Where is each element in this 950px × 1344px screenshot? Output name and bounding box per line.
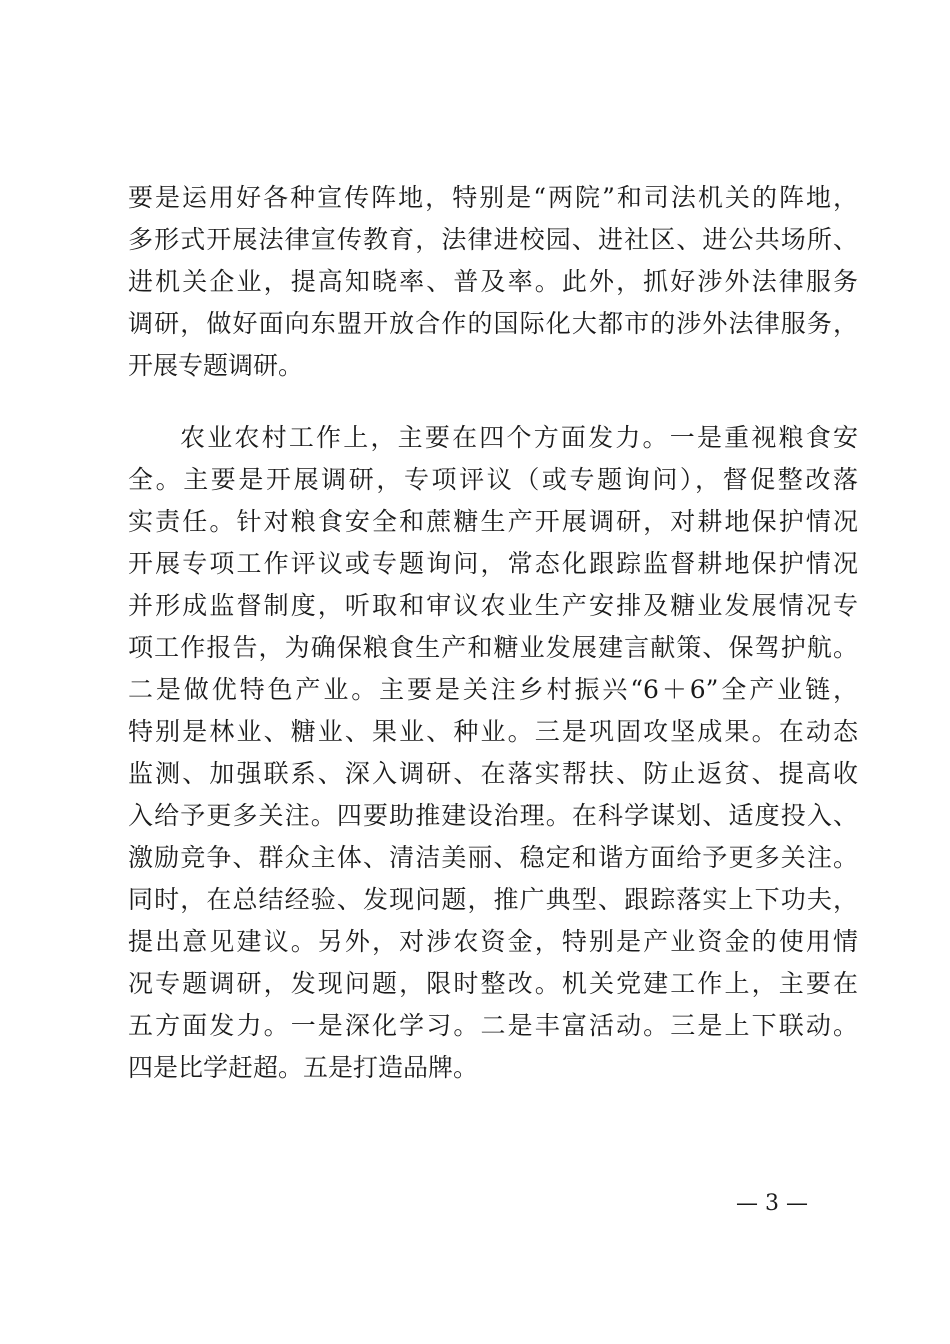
paragraph-line-2: 多形式开展法律宣传教育，法律进校园、进社区、进公共场所、: [128, 225, 858, 254]
paragraph-line-17: 同时，在总结经验、发现问题，推广典型、跟踪落实上下功夫，: [128, 885, 858, 914]
paragraph-line-14: 监测、加强联系、深入调研、在落实帮扶、防止返贫、提高收: [128, 759, 858, 788]
paragraph-line-7: 全。主要是开展调研，专项评议（或专题询问），督促整改落: [128, 465, 858, 494]
paragraph-line-1: 要是运用好各种宣传阵地，特别是“两院”和司法机关的阵地，: [128, 183, 858, 212]
page-number: — 3 —: [736, 1191, 808, 1216]
paragraph-line-5: 开展专题调研。: [128, 351, 304, 380]
paragraph-line-11: 项工作报告，为确保粮食生产和糖业发展建言献策、保驾护航。: [128, 633, 858, 662]
paragraph-line-15: 入给予更多关注。四要助推建设治理。在科学谋划、适度投入、: [128, 801, 858, 830]
paragraph-line-10: 并形成监督制度，听取和审议农业生产安排及糖业发展情况专: [128, 591, 858, 620]
paragraph-line-20: 五方面发力。一是深化学习。二是丰富活动。三是上下联动。: [128, 1011, 858, 1040]
paragraph-line-19: 况专题调研，发现问题，限时整改。机关党建工作上，主要在: [128, 969, 858, 998]
paragraph-line-21: 四是比学赶超。五是打造品牌。: [128, 1053, 479, 1082]
paragraph-line-9: 开展专项工作评议或专题询问，常态化跟踪监督耕地保护情况: [128, 549, 858, 578]
paragraph-line-4: 调研，做好面向东盟开放合作的国际化大都市的涉外法律服务，: [128, 309, 858, 338]
paragraph-line-6: 农业农村工作上，主要在四个方面发力。一是重视粮食安: [180, 423, 858, 452]
paragraph-line-8: 实责任。针对粮食安全和蔗糖生产开展调研，对耕地保护情况: [128, 507, 858, 536]
paragraph-line-16: 激励竞争、群众主体、清洁美丽、稳定和谐方面给予更多关注。: [128, 843, 858, 872]
paragraph-line-13: 特别是林业、糖业、果业、种业。三是巩固攻坚成果。在动态: [128, 717, 858, 746]
paragraph-line-18: 提出意见建议。另外，对涉农资金，特别是产业资金的使用情: [128, 927, 858, 956]
paragraph-line-3: 进机关企业，提高知晓率、普及率。此外，抓好涉外法律服务: [128, 267, 858, 296]
paragraph-line-12: 二是做优特色产业。主要是关注乡村振兴“6＋6”全产业链，: [128, 675, 858, 704]
